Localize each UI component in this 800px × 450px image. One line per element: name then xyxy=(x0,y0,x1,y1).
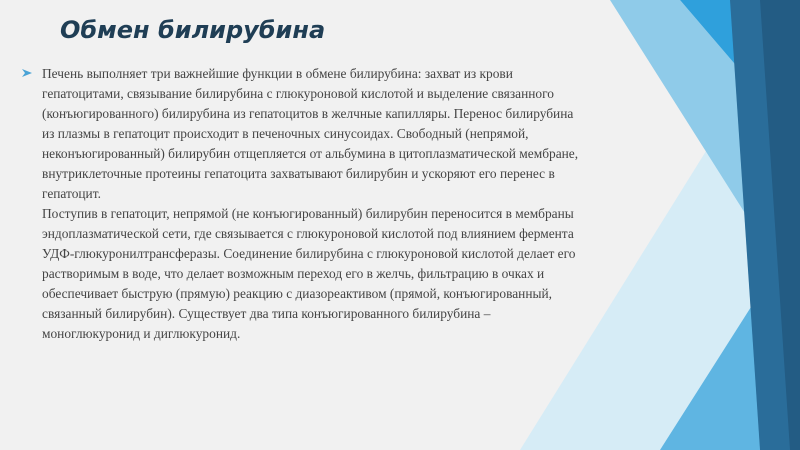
slide-title: Обмен билирубина xyxy=(60,16,326,44)
slide-body xyxy=(22,64,722,344)
text-line: УДФ-глюкуронилтрансферазы. Соединение билирубина с глюкуроновой кислотой делает его xyxy=(42,246,576,261)
text-line: неконъюгированный) билирубин отщепляется от альбумина в цитоплазматической мембране, xyxy=(42,146,579,161)
text-line: из плазмы в гепатоцит происходит в печеночных синусоидах. Свободный (непрямой, xyxy=(42,126,529,141)
text-line: (конъюгированного) билирубина из гепатоцитов в желчные капилляры. Перенос билирубина xyxy=(42,106,574,121)
text-line: гепатоцит. xyxy=(42,186,101,201)
paragraph-liver-functions xyxy=(42,64,710,344)
text-line: внутриклеточные протеины гепатоцита захватывают билирубин и ускоряют его перенес в xyxy=(42,166,555,181)
text-line: Печень выполняет три важнейшие функции в обмене билирубина: захват из крови xyxy=(42,66,513,81)
text-line: растворимым в воде, что делает возможным переход его в желчь, фильтрацию в очках и xyxy=(42,266,545,281)
text-line: обеспечивает быструю (прямую) реакцию с диазореактивом (прямой, конъюгированный, xyxy=(42,286,553,301)
text-line: моноглюкуронид и диглюкуронид. xyxy=(42,326,241,341)
text-line: гепатоцитами, связывание билирубина с глюкуроновой кислотой и выделение связанного xyxy=(42,86,554,101)
text-line: эндоплазматической сети, где связывается с глюкуроновой кислотой под влиянием фермента xyxy=(42,226,574,241)
text-line: связанный билирубин). Существует два типа конъюгированного билирубина – xyxy=(42,306,491,321)
text-line: Поступив в гепатоцит, непрямой (не конъюгированный) билирубин переносится в мембраны xyxy=(42,206,574,221)
arrow-bullet-icon xyxy=(22,69,32,77)
